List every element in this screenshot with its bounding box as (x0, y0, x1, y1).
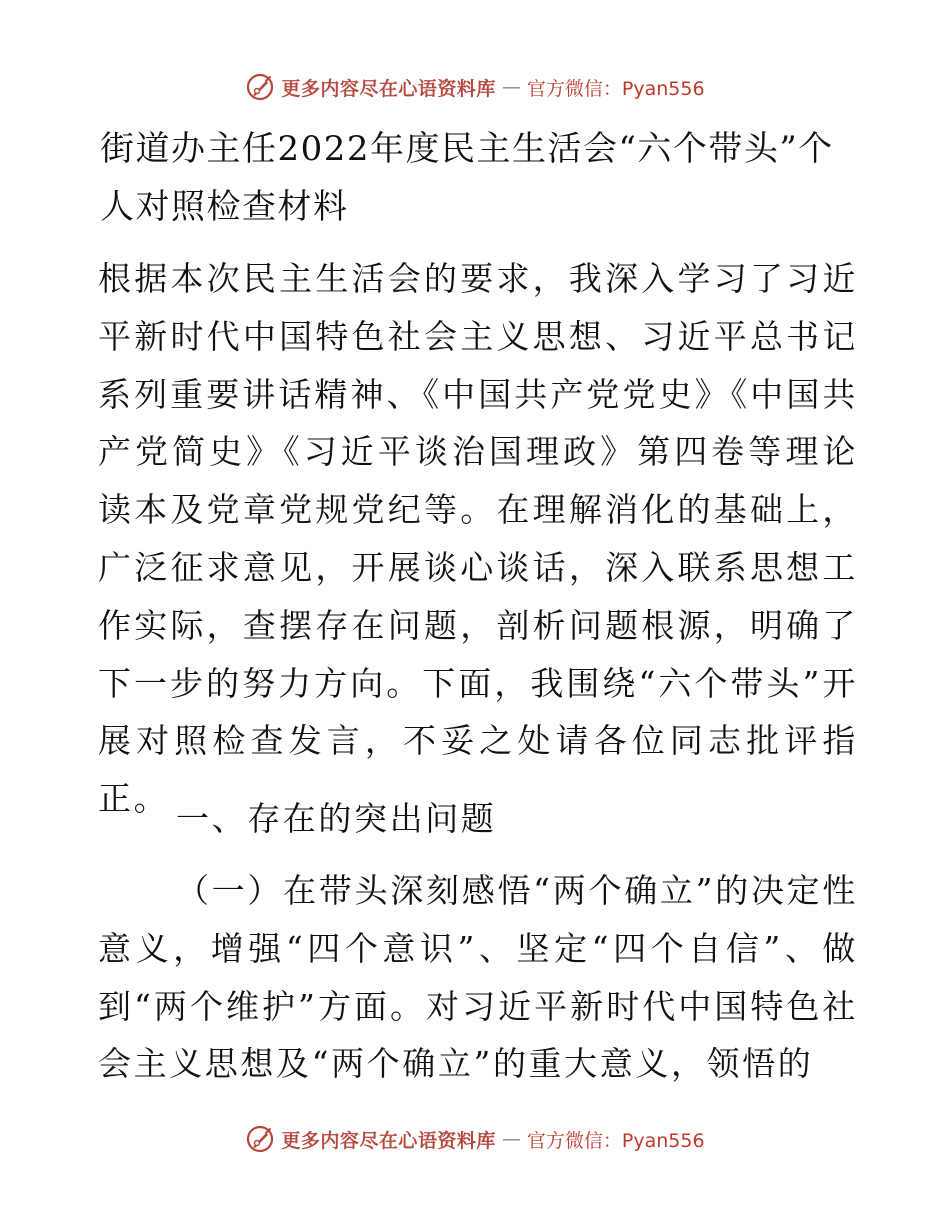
section-paragraph: （一）在带头深刻感悟“两个确立”的决定性意义，增强“四个意识”、坚定“四个自信”、做到“两个维护”方面。对习近平新时代中国特色社会主义思想及“两个确立”的重大意义，领悟的 (98, 871, 858, 1084)
quill-pen-logo-icon (245, 72, 275, 102)
section-heading: 一、存在的突出问题 (176, 799, 497, 838)
watermark-text: 更多内容尽在心语资料库 (281, 77, 496, 100)
watermark-header (0, 72, 950, 102)
watermark-separator: — (501, 76, 521, 98)
watermark-contact: 官方微信：Pyan556 (526, 1129, 705, 1152)
watermark-footer (0, 1124, 950, 1154)
intro-paragraph: 根据本次民主生活会的要求，我深入学习了习近平新时代中国特色社会主义思想、习近平总书记系列重要讲话精神、《中国共产党党史》《中国共产党简史》《习近平谈治国理政》第四卷等理论读本及党章党规党纪等。在理解消化的基础上，广泛征求意见，开展谈心谈话，深入联系思想工作实际，查摆存在问题，剖析问题根源，明确了下一步的努力方向。下面，我围绕“六个带头”开展对照检查发言，不妥之处请各位同志批评指正。 (98, 259, 858, 819)
document-title: 街道办主任2022年度民主生活会“六个带头”个人对照检查材料 (100, 129, 834, 227)
watermark-contact: 官方微信：Pyan556 (526, 77, 705, 100)
quill-pen-logo-icon (245, 1124, 275, 1154)
watermark-text: 更多内容尽在心语资料库 (281, 1129, 496, 1152)
watermark-separator: — (501, 1128, 521, 1150)
